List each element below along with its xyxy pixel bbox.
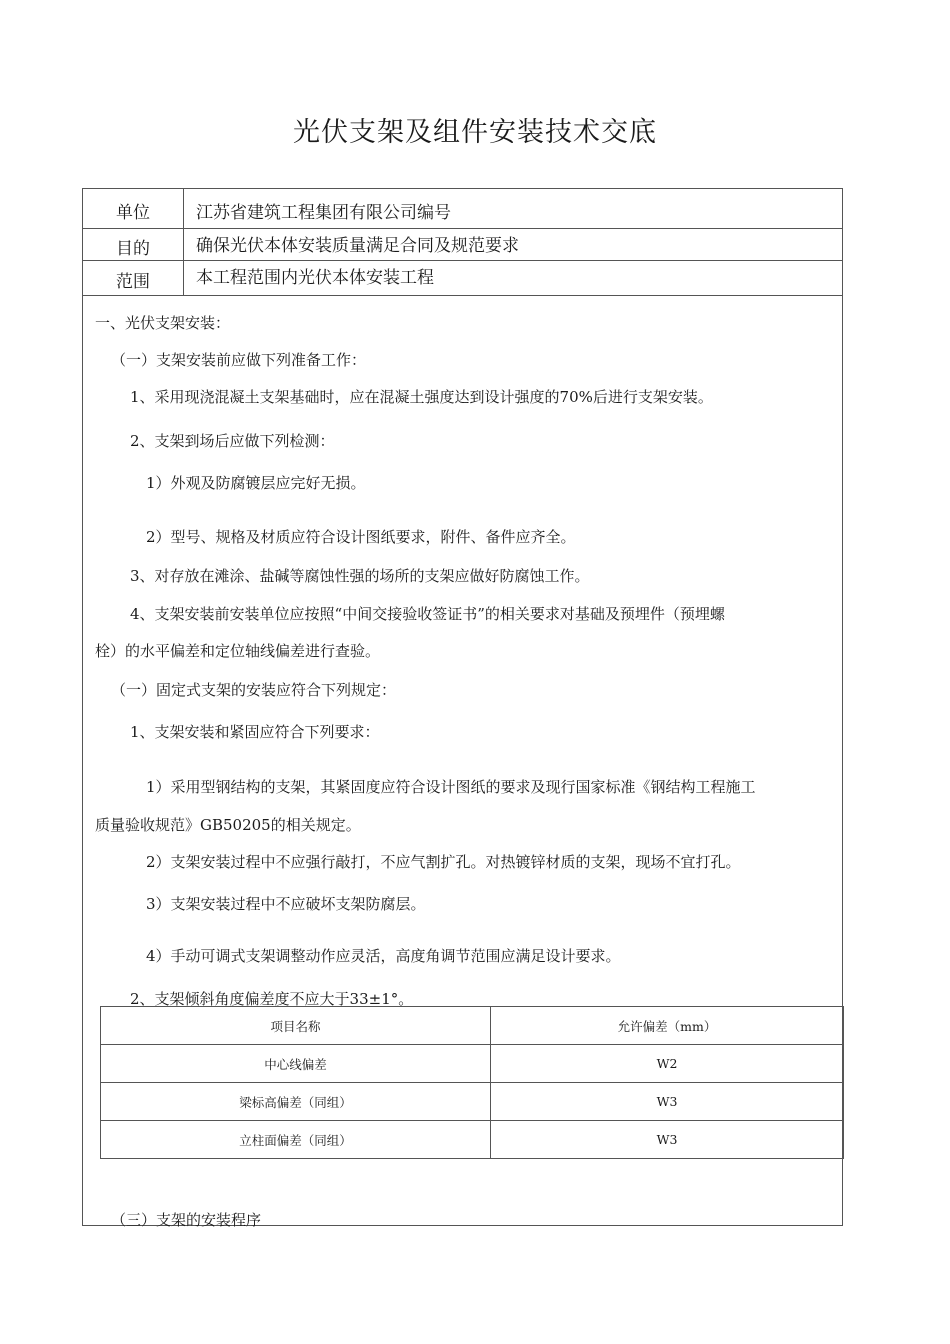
paragraph: 1）采用型钢结构的支架，其紧固度应符合设计图纸的要求及现行国家标准《钢结构工程施工 [146,778,756,796]
header-row-scope [83,261,842,296]
header-value: 本工程范围内光伏本体安装工程 [196,268,434,288]
table-row [101,1121,844,1159]
table-header-row [101,1007,844,1045]
header-row-purpose [83,229,842,261]
column-header: 项目名称 [101,1007,491,1045]
paragraph: 3）支架安装过程中不应破坏支架防腐层。 [146,895,426,913]
paragraph: 2）型号、规格及材质应符合设计图纸要求，附件、备件应齐全。 [146,528,576,546]
paragraph: 2、支架到场后应做下列检测： [130,432,335,450]
header-row-unit [83,189,842,229]
table-cell: W3 [491,1083,844,1121]
paragraph: 1）外观及防腐镀层应完好无损。 [146,474,366,492]
header-label: 单位 [83,189,184,228]
paragraph: 栓）的水平偏差和定位轴线偏差进行查验。 [95,642,381,660]
document-title: 光伏支架及组件安装技术交底 [293,117,657,148]
header-value: 江苏省建筑工程集团有限公司编号 [196,203,451,223]
paragraph: 1、支架安装和紧固应符合下列要求： [130,723,380,741]
disclosure-form [82,188,843,1229]
table-cell: 梁标高偏差（同组） [101,1083,491,1121]
subsection-heading: （三）支架的安装程序 [111,1211,262,1229]
table-row [101,1045,844,1083]
table-cell: W3 [491,1121,844,1159]
paragraph: 质量验收规范》GB50205的相关规定。 [95,816,361,834]
paragraph: 4、支架安装前安装单位应按照“中间交接验收签证书”的相关要求对基础及预埋件（预埋螺 [130,605,725,623]
section-heading: 一、光伏支架安装： [95,314,231,332]
column-header: 允许偏差（mm） [491,1007,844,1045]
table-cell: 立柱面偏差（同组） [101,1121,491,1159]
deviation-table [100,1006,844,1159]
header-label: 范围 [83,261,184,295]
table-cell: 中心线偏差 [101,1045,491,1083]
header-label: 目的 [83,229,184,260]
header-value: 确保光伏本体安装质量满足合同及规范要求 [196,236,519,256]
subsection-heading: （一）支架安装前应做下列准备工作： [111,351,367,369]
paragraph: 3、对存放在滩涂、盐碱等腐蚀性强的场所的支架应做好防腐蚀工作。 [130,567,590,585]
paragraph: 2、支架倾斜角度偏差度不应大于33±1°。 [130,990,414,1008]
subsection-heading: （一）固定式支架的安装应符合下列规定： [111,681,397,699]
paragraph: 2）支架安装过程中不应强行敲打，不应气割扩孔。对热镀锌材质的支架，现场不宜打孔。 [146,853,741,871]
paragraph: 1、采用现浇混凝土支架基础时，应在混凝土强度达到设计强度的70%后进行支架安装。 [130,388,713,406]
table-cell: W2 [491,1045,844,1083]
table-row [101,1083,844,1121]
paragraph: 4）手动可调式支架调整动作应灵活，高度角调节范围应满足设计要求。 [146,947,621,965]
